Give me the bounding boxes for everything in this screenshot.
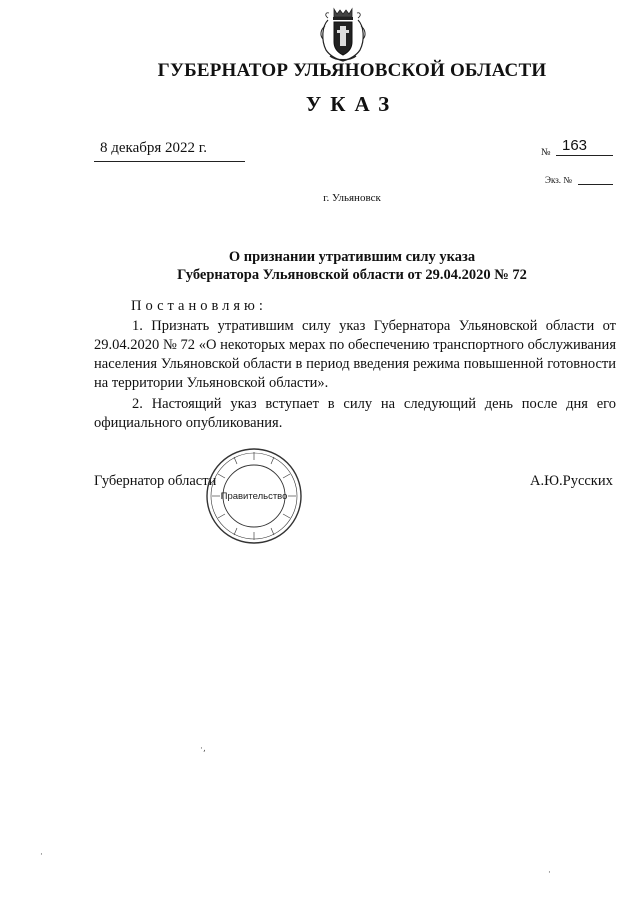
seal-text: Правительство xyxy=(220,491,288,502)
scan-speck: · xyxy=(548,868,551,878)
subject-line-1: О признании утратившим силу указа xyxy=(228,249,476,265)
signatory-name: А.Ю.Русских xyxy=(530,473,613,489)
scan-speck: ·‚ xyxy=(200,744,206,754)
subject-line-2: Губернатора Ульяновской области от 29.04.2020 № 72 xyxy=(177,267,527,283)
decree-word: Постановляю: xyxy=(131,298,267,314)
number-label: № xyxy=(541,147,551,158)
coat-of-arms-icon xyxy=(318,6,368,64)
scan-speck: · xyxy=(40,850,43,860)
document-date: 8 декабря 2022 г. xyxy=(100,140,207,156)
date-underline xyxy=(94,161,245,162)
paragraph-2: 2. Настоящий указ вступает в силу на следующий день после дня его официального опубликования. xyxy=(94,396,616,431)
official-seal-stamp xyxy=(204,446,304,546)
signatory-title: Губернатор области xyxy=(94,473,217,489)
document-type: УКАЗ xyxy=(305,92,399,116)
paragraph-1: 1. Признать утратившим силу указ Губернатора Ульяновской области от 29.04.2020 № 72 «О некоторых мерах по обеспечению транспортного обслуживания населения Ульяновской области в период введения режима повышенной готовности на территории Ульяновской области». xyxy=(94,318,616,391)
document-body xyxy=(94,317,616,433)
copy-number-label: Экз. № xyxy=(545,175,572,185)
city: г. Ульяновск xyxy=(323,192,381,204)
document-number: 163 xyxy=(562,137,588,154)
issuer-title: ГУБЕРНАТОР УЛЬЯНОВСКОЙ ОБЛАСТИ xyxy=(157,60,547,81)
document-subject xyxy=(0,248,640,284)
copy-number-underline xyxy=(578,184,613,185)
number-underline xyxy=(556,155,613,156)
